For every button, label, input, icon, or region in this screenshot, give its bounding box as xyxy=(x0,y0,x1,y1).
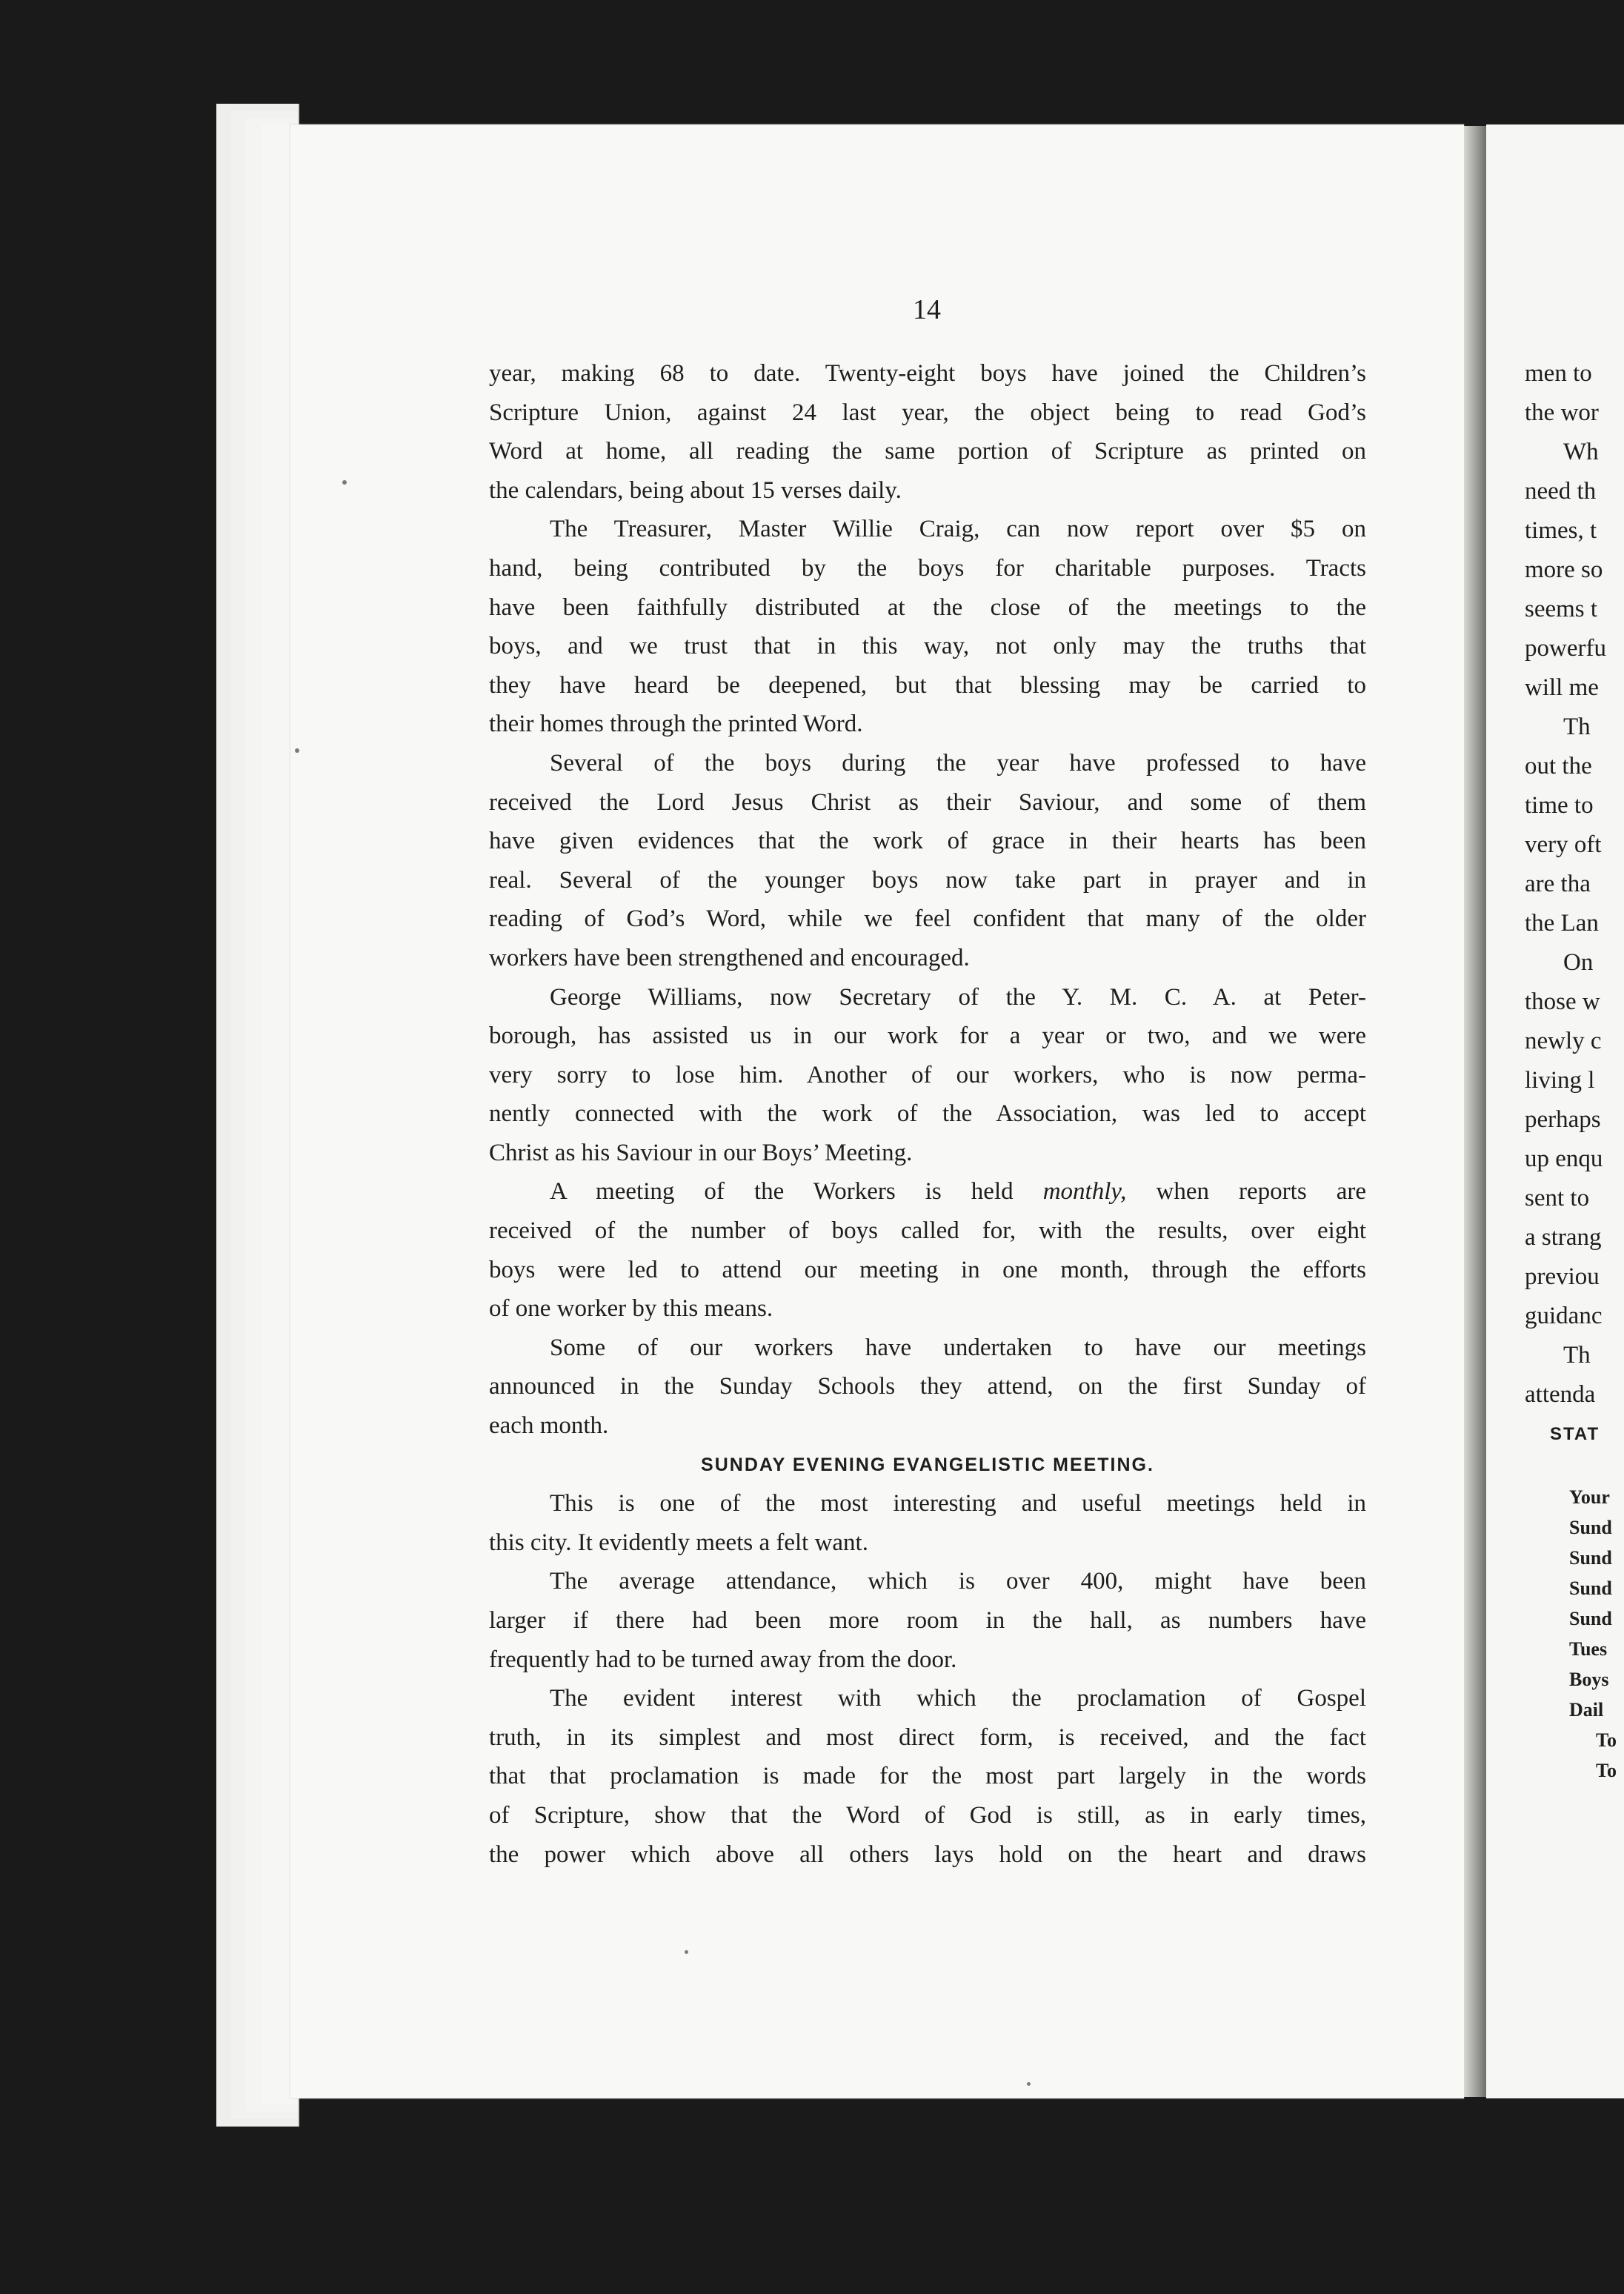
text-line-partial: up enqu xyxy=(1525,1146,1603,1172)
italic-word: monthly, xyxy=(1042,1178,1127,1206)
text-line-partial: On xyxy=(1563,949,1594,976)
text-line: announced in the Sunday Schools they attend, on the first Sunday of xyxy=(489,1373,1366,1400)
text-line-partial: out the xyxy=(1525,753,1592,779)
text-line: nently connected with the work of the Association, was led to accept xyxy=(489,1100,1366,1128)
text-line-partial: time to xyxy=(1525,792,1594,819)
text-line-partial: newly c xyxy=(1525,1028,1602,1054)
text-line-partial: those w xyxy=(1525,988,1600,1015)
table-row-label: To xyxy=(1596,1729,1617,1751)
text-line: Several of the boys during the year have professed to have xyxy=(550,749,1366,777)
text-line: their homes through the printed Word. xyxy=(489,711,863,738)
text-line: very sorry to lose him. Another of our workers, who is now perma- xyxy=(489,1061,1366,1088)
text-line: that that proclamation is made for the most part largely in the words xyxy=(489,1763,1366,1790)
text-line: Some of our workers have undertaken to have our meetings xyxy=(550,1334,1366,1361)
table-row-label: Sund xyxy=(1569,1608,1612,1629)
text-line: of one worker by this means. xyxy=(489,1295,773,1323)
text-line: George Williams, now Secretary of the Y. M. C. A. at Peter- xyxy=(550,983,1366,1011)
table-row-label: Sund xyxy=(1569,1577,1612,1599)
text-line-partial: are tha xyxy=(1525,871,1591,897)
text-line-partial: a strang xyxy=(1525,1224,1602,1251)
table-row-label: Boys xyxy=(1569,1669,1609,1690)
paper-speck xyxy=(342,480,347,485)
statistics-table-partial xyxy=(1569,1482,1617,1786)
text-line: truth, in its simplest and most direct form, is received, and the fact xyxy=(489,1723,1366,1751)
text-line: larger if there had been more room in the hall, as numbers have xyxy=(489,1607,1366,1634)
text-line-partial: perhaps xyxy=(1525,1106,1601,1133)
text-line: they have heard be deepened, but that blessing may be carried to xyxy=(489,671,1366,699)
text-line-partial: the Lan xyxy=(1525,910,1599,937)
text-line: of Scripture, show that the Word of God is still, as in early times, xyxy=(489,1801,1366,1829)
text-line: The average attendance, which is over 400, might have been xyxy=(550,1568,1366,1595)
book-gutter xyxy=(1464,126,1486,2097)
text-line-partial: Th xyxy=(1563,1342,1591,1369)
text-line: frequently had to be turned away from the door. xyxy=(489,1646,957,1673)
text-line-partial: Th xyxy=(1563,714,1591,740)
text-line: borough, has assisted us in our work for a year or two, and we were xyxy=(489,1023,1366,1050)
section-heading: SUNDAY EVENING EVANGELISTIC MEETING. xyxy=(701,1454,1154,1475)
text-line: This is one of the most interesting and useful meetings held in xyxy=(550,1490,1366,1517)
table-row-label: To xyxy=(1596,1760,1617,1781)
text-line-partial: powerfu xyxy=(1525,635,1606,662)
right-page-text xyxy=(1525,354,1606,1454)
text-line: Scripture Union, against 24 last year, the object being to read God’s xyxy=(489,399,1366,426)
paper-speck xyxy=(295,748,299,753)
text-line: Christ as his Saviour in our Boys’ Meeting. xyxy=(489,1139,913,1166)
text-line: the calendars, being about 15 verses daily. xyxy=(489,476,902,504)
text-line: A meeting of the Workers is held monthly, when reports are xyxy=(550,1178,1366,1206)
text-line-partial: the wor xyxy=(1525,399,1599,426)
table-row-label: Dail xyxy=(1569,1699,1604,1720)
page-number: 14 xyxy=(913,294,941,325)
text-line-partial: men to xyxy=(1525,360,1592,387)
text-line-partial: will me xyxy=(1525,674,1599,701)
paper-speck xyxy=(685,1950,688,1954)
text-line-partial: Wh xyxy=(1563,439,1599,465)
text-line: received of the number of boys called for, with the results, over eight xyxy=(489,1217,1366,1245)
text-line: The Treasurer, Master Willie Craig, can now report over $5 on xyxy=(550,516,1366,543)
text-line: have given evidences that the work of grace in their hearts has been xyxy=(489,828,1366,855)
table-row-label: Sund xyxy=(1569,1517,1612,1538)
text-line-partial: attenda xyxy=(1525,1381,1596,1408)
text-line-partial: very oft xyxy=(1525,831,1602,858)
table-row-label: Sund xyxy=(1569,1547,1612,1569)
text-line-partial: living l xyxy=(1525,1067,1595,1094)
text-line-partial: need th xyxy=(1525,478,1597,505)
text-line: boys, and we trust that in this way, not only may the truths that xyxy=(489,633,1366,660)
text-line-partial: guidanc xyxy=(1525,1303,1603,1329)
text-line: Word at home, all reading the same portion of Scripture as printed on xyxy=(489,438,1366,465)
text-line: hand, being contributed by the boys for charitable purposes. Tracts xyxy=(489,554,1366,582)
text-line-partial: more so xyxy=(1525,556,1603,583)
left-page-text xyxy=(489,354,1366,1874)
text-line: each month. xyxy=(489,1412,609,1440)
text-line: have been faithfully distributed at the close of the meetings to the xyxy=(489,594,1366,621)
table-row-label: Tues xyxy=(1569,1638,1608,1660)
text-line: reading of God’s Word, while we feel confident that many of the older xyxy=(489,905,1366,933)
text-line-partial: times, t xyxy=(1525,517,1597,544)
text-line-partial: seems t xyxy=(1525,596,1598,622)
text-line: received the Lord Jesus Christ as their Saviour, and some of them xyxy=(489,788,1366,816)
text-line: The evident interest with which the proclamation of Gospel xyxy=(550,1685,1366,1712)
text-line: real. Several of the younger boys now take part in prayer and in xyxy=(489,866,1366,894)
text-line: workers have been strengthened and encouraged. xyxy=(489,944,970,971)
statistics-heading-partial: STAT xyxy=(1550,1424,1600,1444)
paper-speck xyxy=(1027,2082,1031,2086)
text-line: the power which above all others lays hold on the heart and draws xyxy=(489,1841,1366,1868)
text-line: this city. It evidently meets a felt want. xyxy=(489,1529,868,1556)
text-line: year, making 68 to date. Twenty-eight boys have joined the Children’s xyxy=(489,360,1366,387)
text-line: boys were led to attend our meeting in one month, through the efforts xyxy=(489,1256,1366,1283)
table-row-label: Your xyxy=(1569,1486,1610,1508)
text-line-partial: previou xyxy=(1525,1263,1600,1290)
text-line-partial: sent to xyxy=(1525,1185,1590,1211)
